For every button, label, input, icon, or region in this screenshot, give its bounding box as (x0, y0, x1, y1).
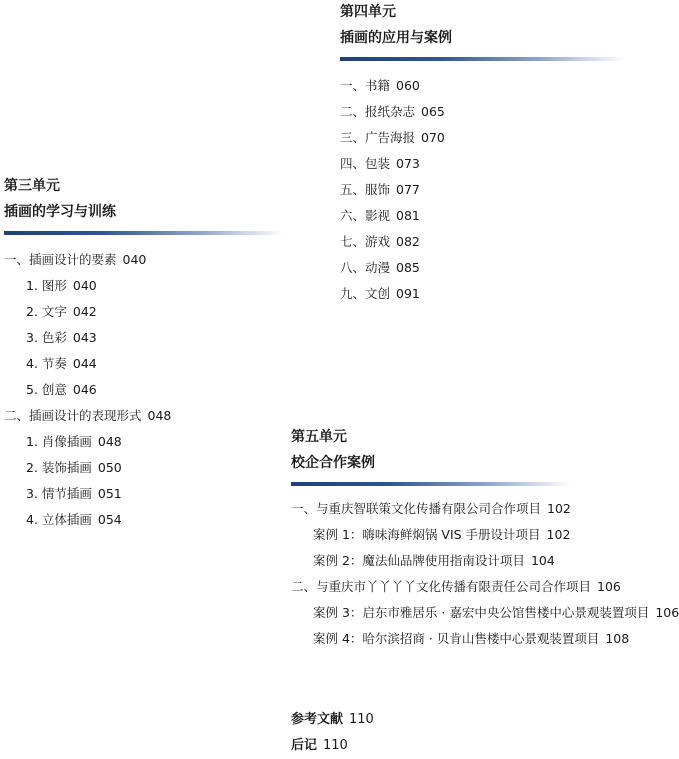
toc-entry-page: 070 (421, 130, 445, 145)
toc-entry-page: 102 (546, 527, 571, 542)
toc-entry (4, 429, 284, 455)
toc-entry (4, 403, 284, 429)
toc-entry-title: 二、插画设计的表现形式 (4, 408, 142, 423)
references-entry (291, 707, 374, 733)
unit5-title: 校企合作案例 (291, 455, 375, 471)
toc-entry (340, 255, 625, 281)
toc-entry (4, 351, 284, 377)
toc-entry-title: 七、游戏 (340, 234, 391, 249)
toc-entry-title: 一、插画设计的要素 (4, 252, 117, 267)
unit3-title: 插画的学习与训练 (4, 204, 116, 220)
toc-entry-page: 054 (97, 512, 122, 527)
toc-entry (4, 273, 284, 299)
toc-entry-page: 050 (97, 460, 122, 475)
toc-entry-title: 九、文创 (340, 286, 391, 301)
unit4-section (340, 3, 625, 307)
toc-entry-title: 五、服饰 (340, 182, 391, 197)
toc-entry (291, 522, 656, 548)
toc-entry (4, 377, 284, 403)
unit5-section (291, 428, 679, 652)
toc-entry (291, 574, 656, 600)
toc-entry-title: 四、包装 (340, 156, 391, 171)
toc-entry-page: 046 (72, 382, 97, 397)
unit4-divider (340, 57, 625, 61)
toc-entry-title: 3. 色彩 (26, 330, 67, 345)
toc-entry-page: 106 (655, 605, 679, 620)
unit5-label: 第五单元 (291, 429, 347, 445)
toc-entry-page: 082 (396, 234, 420, 249)
toc-entry-page: 102 (547, 501, 571, 516)
references-page: 110 (349, 712, 374, 727)
toc-entry-page: 060 (396, 78, 420, 93)
back-matter (291, 707, 374, 759)
toc-entry-title: 案例 3：启东市雅居乐 · 嘉宏中央公馆售楼中心景观装置项目 (313, 605, 650, 620)
toc-entry-page: 048 (97, 434, 122, 449)
toc-entry (4, 325, 284, 351)
toc-entry (291, 600, 679, 626)
toc-entry-title: 六、影视 (340, 208, 391, 223)
toc-entry-page: 077 (396, 182, 420, 197)
afterword-title: 后记 (291, 738, 318, 753)
toc-entry-page: 108 (605, 631, 630, 646)
toc-entry (4, 455, 284, 481)
toc-entry-title: 二、与重庆市丫丫丫丫文化传播有限责任公司合作项目 (291, 579, 592, 594)
unit5-divider (291, 482, 571, 486)
toc-entry-page: 048 (147, 408, 172, 423)
afterword-page: 110 (323, 738, 348, 753)
unit3-list (4, 247, 284, 533)
toc-entry-page: 073 (396, 156, 420, 171)
toc-entry-page: 044 (72, 356, 97, 371)
toc-entry (291, 626, 656, 652)
toc-entry-title: 1. 图形 (26, 278, 67, 293)
toc-entry-page: 042 (72, 304, 97, 319)
toc-entry-page: 081 (396, 208, 420, 223)
toc-entry-page: 065 (421, 104, 445, 119)
toc-entry (4, 247, 284, 273)
toc-entry-title: 2. 装饰插画 (26, 460, 92, 475)
toc-entry-title: 案例 4：哈尔滨招商 · 贝肯山售楼中心景观装置项目 (313, 631, 600, 646)
toc-entry-title: 一、书籍 (340, 78, 391, 93)
unit3-divider (4, 231, 284, 235)
toc-entry (4, 481, 284, 507)
toc-entry-page: 106 (597, 579, 621, 594)
toc-entry (340, 281, 625, 307)
toc-entry (4, 299, 284, 325)
toc-entry-title: 三、广告海报 (340, 130, 416, 145)
toc-entry (340, 73, 625, 99)
toc-entry-title: 3. 情节插画 (26, 486, 92, 501)
unit5-list (291, 496, 679, 652)
toc-entry (291, 548, 656, 574)
unit3-label: 第三单元 (4, 178, 60, 194)
toc-entry (340, 125, 625, 151)
toc-entry (4, 507, 284, 533)
toc-entry-title: 4. 立体插画 (26, 512, 92, 527)
toc-entry-page: 043 (72, 330, 97, 345)
toc-entry (340, 203, 625, 229)
toc-entry-page: 051 (97, 486, 122, 501)
toc-entry (291, 496, 656, 522)
toc-entry (340, 229, 625, 255)
toc-entry-page: 104 (530, 553, 555, 568)
afterword-entry (291, 733, 374, 759)
toc-entry-title: 4. 节奏 (26, 356, 67, 371)
references-title: 参考文献 (291, 712, 344, 727)
toc-entry-title: 八、动漫 (340, 260, 391, 275)
toc-entry (340, 99, 625, 125)
unit4-list (340, 73, 625, 307)
unit3-section (4, 177, 284, 533)
toc-entry-title: 一、与重庆智联策文化传播有限公司合作项目 (291, 501, 542, 516)
toc-entry-title: 案例 2：魔法仙品牌使用指南设计项目 (313, 553, 525, 568)
unit4-label: 第四单元 (340, 4, 396, 20)
toc-entry-page: 040 (72, 278, 97, 293)
toc-entry (340, 151, 625, 177)
toc-entry-title: 1. 肖像插画 (26, 434, 92, 449)
toc-entry-page: 085 (396, 260, 420, 275)
toc-entry-page: 040 (122, 252, 147, 267)
toc-entry-title: 5. 创意 (26, 382, 67, 397)
toc-entry-title: 2. 文字 (26, 304, 67, 319)
toc-entry-page: 091 (396, 286, 420, 301)
toc-entry-title: 案例 1：嗨味海鲜焖锅 VIS 手册设计项目 (313, 527, 541, 542)
toc-entry (340, 177, 625, 203)
toc-entry-title: 二、报纸杂志 (340, 104, 416, 119)
unit4-title: 插画的应用与案例 (340, 30, 452, 46)
